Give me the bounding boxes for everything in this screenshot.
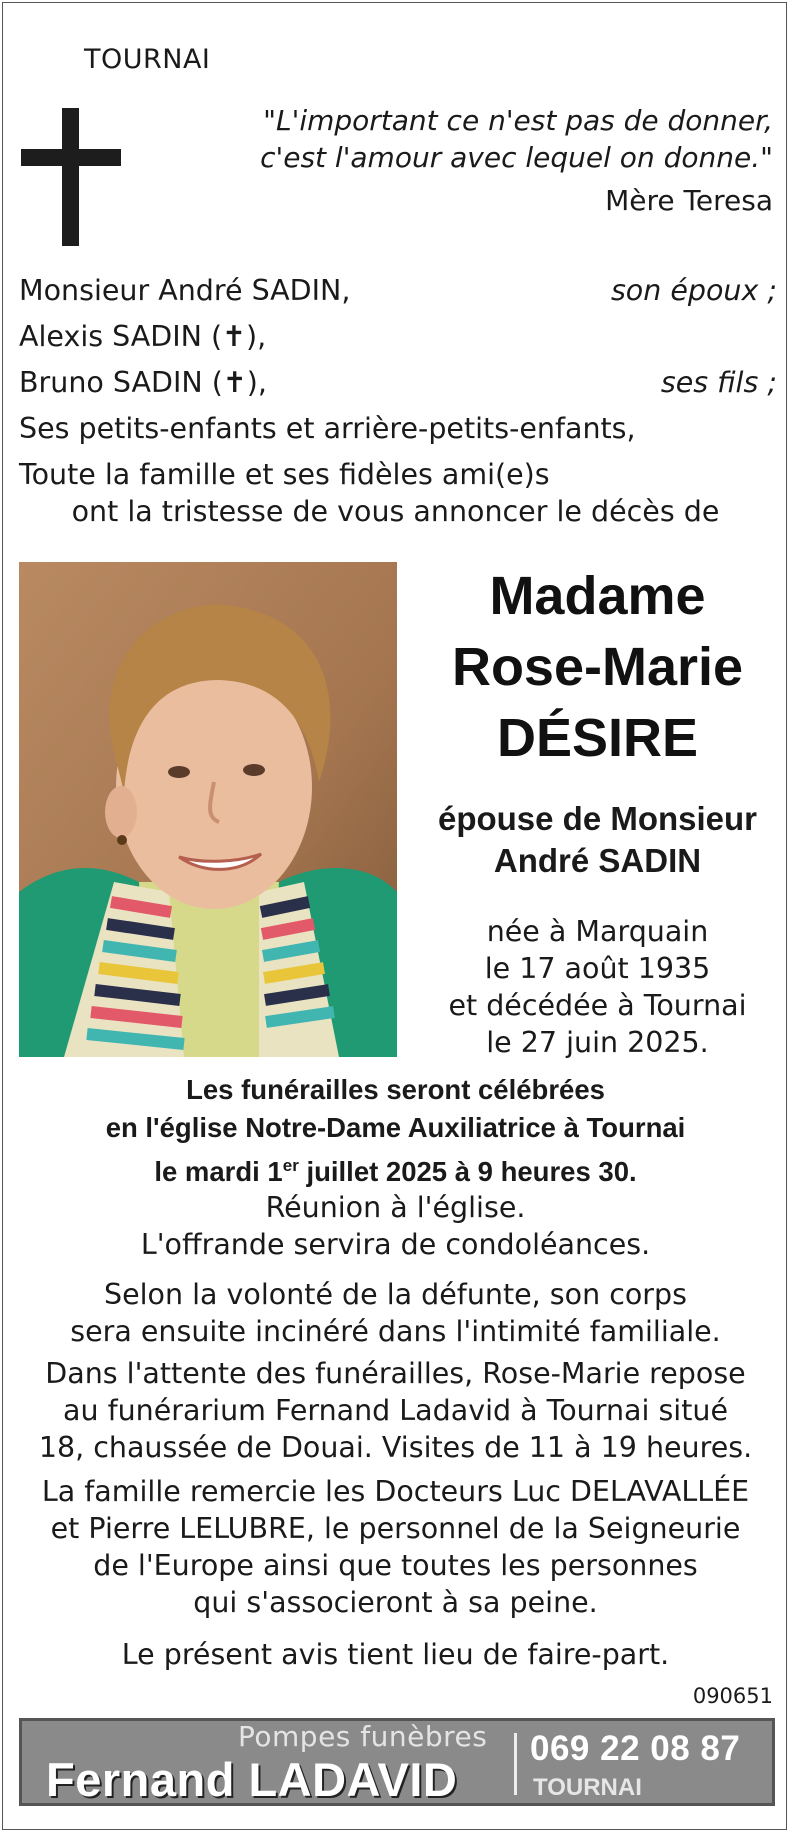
paragraph-line: L'offrande servira de condoléances. [140, 1228, 651, 1261]
spouse-line-2: André SADIN [493, 842, 702, 879]
quote-line-2: c'est l'amour avec lequel on donne." [260, 141, 773, 174]
spouse-line-1: épouse de Monsieur [437, 800, 758, 837]
family-member: Bruno SADIN (✝), [19, 366, 267, 399]
birth-date: le 17 août 1935 [484, 952, 711, 985]
paragraph-line: et Pierre LELUBRE, le personnel de la Seigneurie [50, 1512, 741, 1545]
paragraph-line: au funérarium Fernand Ladavid à Tournai situé [63, 1394, 728, 1427]
funeral-date-post: juillet 2025 à 9 heures 30. [298, 1156, 637, 1188]
paragraph-line: 18, chaussée de Douai. Visites de 11 à 19 heures. [38, 1431, 753, 1464]
deceased-last-name: DÉSIRE [496, 708, 699, 768]
family-member: Monsieur André SADIN, [19, 274, 351, 307]
paragraph-line: Dans l'attente des funérailles, Rose-Marie repose [45, 1357, 746, 1390]
paragraph-line: qui s'associeront à sa peine. [193, 1586, 598, 1619]
paragraph-line: sera ensuite incinéré dans l'intimité familiale. [70, 1315, 721, 1348]
paragraph-thanks [0, 1473, 791, 1621]
family-row [19, 314, 777, 360]
portrait-illustration [19, 562, 397, 1057]
notice-city: TOURNAI [84, 44, 211, 75]
quote [173, 102, 773, 176]
paragraph-notice: Le présent avis tient lieu de faire-part. [121, 1638, 670, 1671]
paragraph-line: La famille remercie les Docteurs Luc DELAVALLÉE [41, 1475, 750, 1508]
family-role: ses fils ; [660, 366, 777, 399]
funeral-home-name: Fernand LADAVID [46, 1753, 458, 1806]
deceased-dates [420, 913, 775, 1061]
family-member: Toute la famille et ses fidèles ami(e)s [19, 458, 550, 491]
family-row [19, 360, 777, 406]
deceased-title: Madame [489, 566, 706, 626]
latin-cross-icon-bar [21, 149, 121, 166]
funeral-date-pre: le mardi 1 [154, 1156, 283, 1188]
quote-line-1: "L'important ce n'est pas de donner, [263, 104, 773, 137]
paragraph-line: Réunion à l'église. [265, 1191, 526, 1224]
paragraph-meeting [0, 1189, 791, 1263]
funeral-details [0, 1071, 791, 1191]
reference-number: 090651 [692, 1684, 773, 1708]
family-list [19, 268, 777, 498]
funeral-home-service: Pompes funèbres [238, 1720, 488, 1753]
funeral-date-sup: er [282, 1156, 299, 1175]
paragraph-cremation [0, 1276, 791, 1350]
funeral-line-3 [0, 1147, 791, 1191]
funeral-line-1: Les funérailles seront célébrées [186, 1074, 605, 1105]
quote-author: Mère Teresa [605, 184, 773, 217]
announcement: ont la tristesse de vous annoncer le décès de [71, 495, 720, 528]
family-member: Alexis SADIN (✝), [19, 320, 267, 353]
deceased-spouse [420, 798, 775, 882]
birth-place: née à Marquain [486, 915, 709, 948]
family-row [19, 268, 777, 314]
funeral-line-2: en l'église Notre-Dame Auxiliatrice à Tournai [105, 1112, 686, 1143]
paragraph-line: de l'Europe ainsi que toutes les personnes [93, 1549, 698, 1582]
family-role: son époux ; [610, 274, 777, 307]
funeral-home-phone: 069 22 08 87 [530, 1729, 741, 1768]
paragraph-line: Selon la volonté de la défunte, son corps [104, 1278, 687, 1311]
paragraph-funerarium [0, 1355, 791, 1466]
banner-divider [514, 1733, 517, 1795]
family-row [19, 452, 777, 498]
deceased-name [420, 561, 775, 774]
deceased-photo [19, 562, 397, 1057]
family-row [19, 406, 777, 452]
family-member: Ses petits-enfants et arrière-petits-enfants, [19, 412, 636, 445]
deceased-first-name: Rose-Marie [451, 637, 744, 697]
death-place: et décédée à Tournai [448, 989, 747, 1022]
death-date: le 27 juin 2025. [486, 1026, 709, 1059]
funeral-home-city: TOURNAI [533, 1774, 642, 1801]
latin-cross-icon [62, 108, 79, 246]
